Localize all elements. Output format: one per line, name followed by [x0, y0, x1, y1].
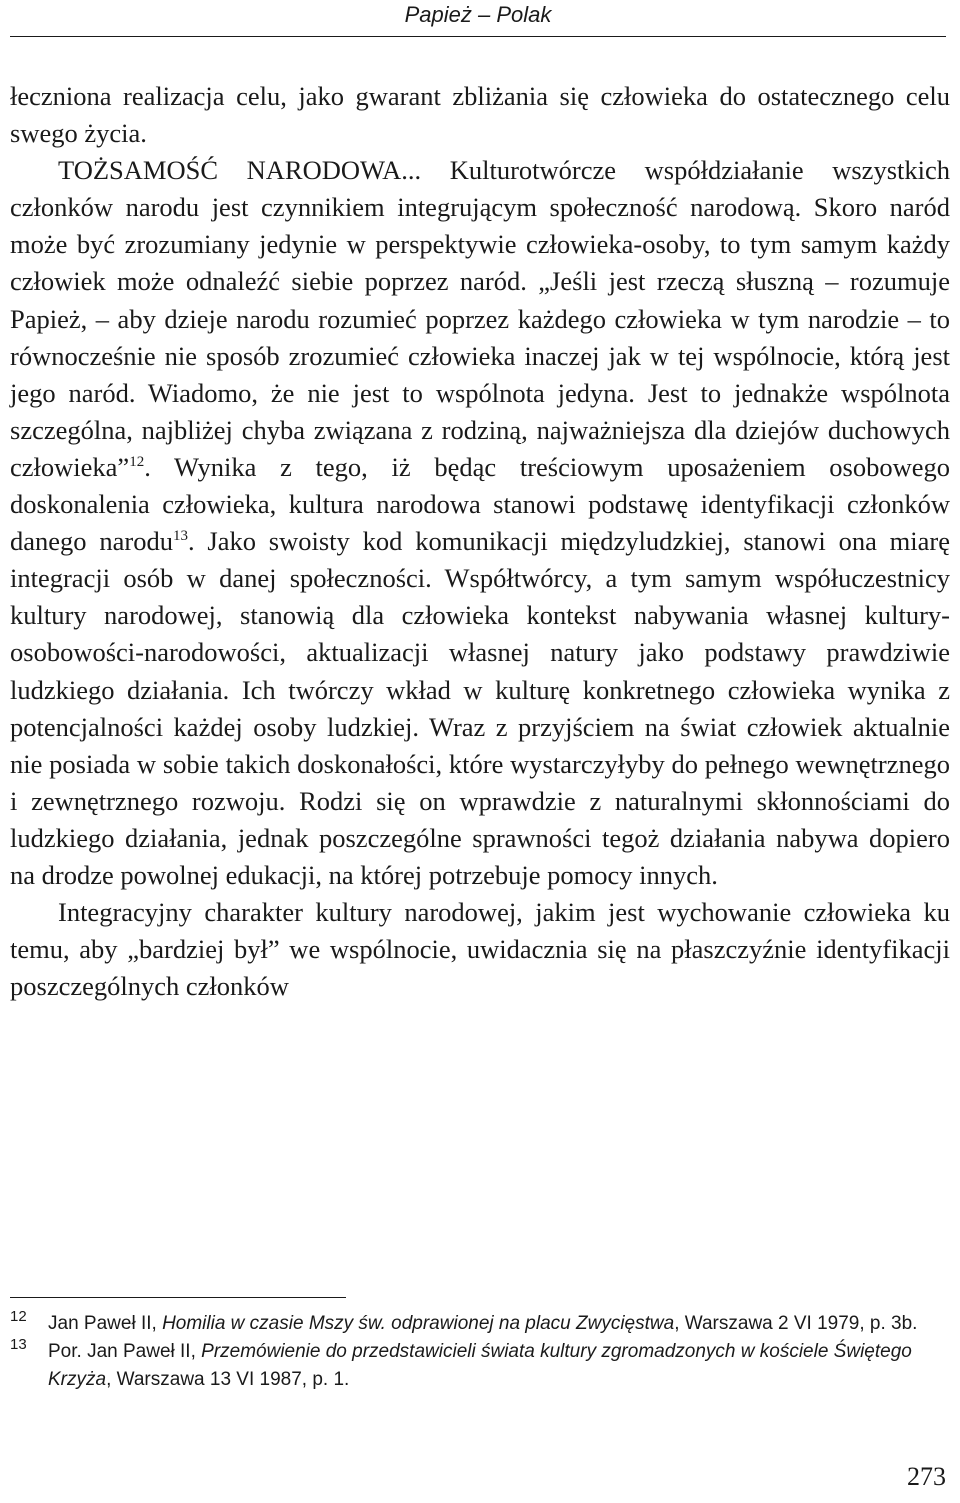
paragraph-2-text-part-1: TOŻSAMOŚĆ NARODOWA... Kulturotwórcze współdziałanie wszystkich członków narodu jest czynnikiem integrującym społeczność narodową. Skoro naród może być zrozumiany jedynie w perspektywie człowieka-osoby, to tym samym każdy człowiek może odnaleźć siebie poprzez naród. „Jeśli jest rzeczą słuszną – rozumuje Papież, – aby dzieje narodu rozumieć poprzez każdego człowieka w tym narodzie – to równocześnie nie sposób zrozumieć człowieka inaczej jak w tej wspólnocie, którą jest jego naród. Wiadomo, że nie jest to wspólnota jedyna. Jest to jednakże wspólnota szczególna, najbliżej chyba związana z rodziną, najważniejsza dla dziejów duchowych człowieka” [10, 155, 950, 482]
paragraph-3-text: Integracyjny charakter kultury narodowej, jakim jest wychowanie człowieka ku temu, aby „bardziej był” we wspólnocie, uwidacznia się na płaszczyźnie identyfikacji poszczególnych członków [10, 897, 950, 1002]
footnote-lead: Jan Paweł II, [48, 1313, 163, 1334]
footnote-tail: , Warszawa 13 VI 1987, p. 1. [106, 1369, 350, 1390]
paragraph-1-text: łeczniona realizacja celu, jako gwarant zbliżania się człowieka do ostatecznego celu swego życia. [10, 81, 950, 149]
paragraph-2-text-part-3: . Jako swoisty kod komunikacji międzyludzkiej, stanowi ona miarę integracji osób w danej społeczności. Współtwórcy, a tym samym współuczestnicy kultury narodowej, stanowią dla człowieka kontekst nabywania własnej kultury-osobowości-narodowości, aktualizacji własnej natury jako podstawy prawdziwie ludzkiego działania. Ich twórczy wkład w kulturę konkretnego człowieka wynika z potencjalności każdej osoby ludzkiej. Wraz z przyjściem na świat człowiek aktualnie nie posiada w sobie takich doskonałości, które wystarczyłyby do pełnego wewnętrznego i zewnętrznego rozwoju. Rodzi się on wprawdzie z naturalnymi skłonnościami do ludzkiego działania, jednak poszczególne sprawności tegoż działania nabywa dopiero na drodze powolnej edukacji, na której potrzebuje pomocy innych. [10, 526, 950, 890]
running-header [10, 0, 946, 37]
footnote-lead: Por. Jan Paweł II, [48, 1341, 202, 1362]
footnote-number: 12 [10, 1308, 27, 1325]
body-text [10, 78, 950, 1005]
paragraph-2-text-part-2: . Wynika z tego, iż będąc treściowym uposażeniem osobowego doskonalenia człowieka, kultura narodowa stanowi podstawę identyfikacji członków danego narodu [10, 451, 950, 557]
paragraph-1 [10, 78, 950, 152]
page-number: 273 [907, 1462, 946, 1491]
paragraph-3 [10, 894, 950, 1005]
running-title: Papież – Polak [404, 2, 552, 27]
footnote-title: Homilia w czasie Mszy św. odprawionej na placu Zwycięstwa [162, 1313, 675, 1334]
paragraph-2 [10, 152, 950, 894]
footnote-ref-13[interactable]: 13 [172, 528, 188, 545]
footnote-tail: , Warszawa 2 VI 1979, p. 3b. [674, 1313, 918, 1334]
footnote-ref-12[interactable]: 12 [129, 454, 145, 471]
footnote-13 [10, 1338, 948, 1394]
footnotes [10, 1310, 948, 1394]
footnote-12 [10, 1310, 948, 1338]
footnote-number: 13 [10, 1336, 27, 1353]
footnote-title: Przemówienie do przedstawicieli świata kultury zgromadzonych w kościele Świętego Krzyża [48, 1341, 912, 1390]
footnote-separator [10, 1297, 346, 1298]
